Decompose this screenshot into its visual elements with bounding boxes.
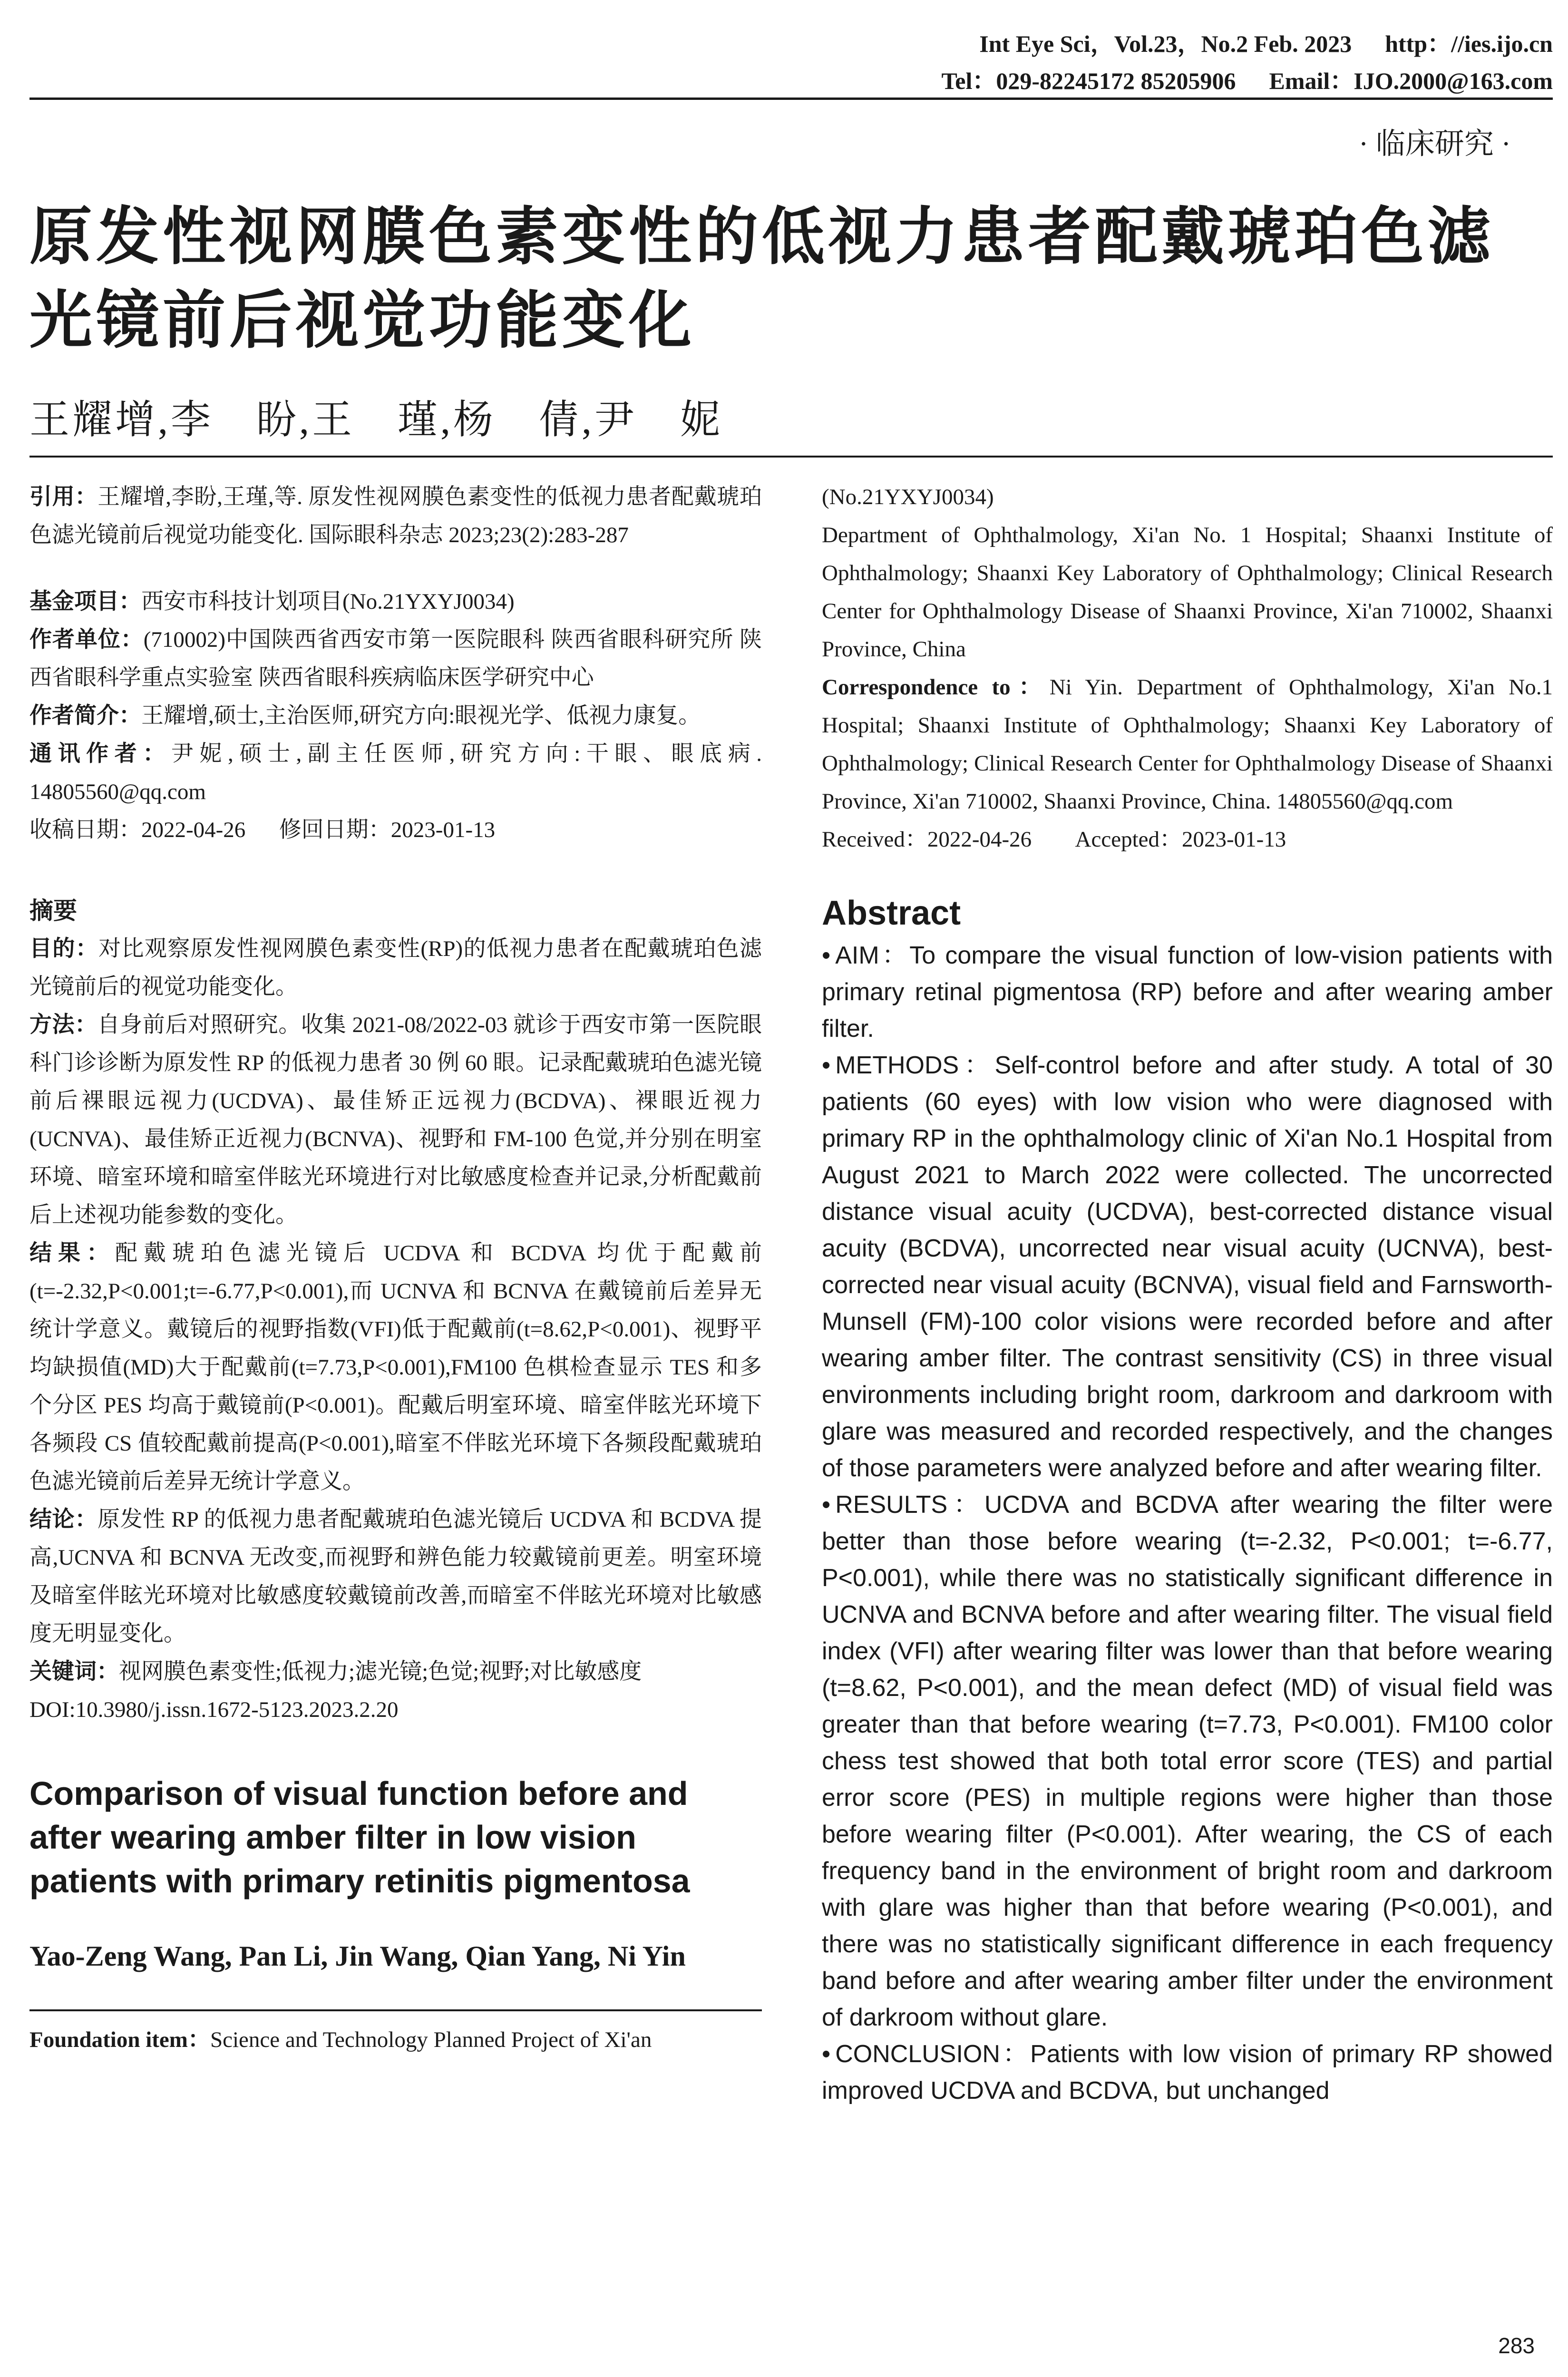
authors-cn: 王耀增,李 盼,王 瑾,杨 倩,尹 妮 [29,398,723,442]
affiliation: 作者单位：(710002)中国陕西省西安市第一医院眼科 陕西省眼科研究所 陕西省眼科学重点实验室 陕西省眼科疾病临床医学研究中心 [29,627,762,690]
header-rule [29,97,1553,100]
received-accepted-en: Received：2022-04-26 Accepted：2023-01-13 [822,827,1286,852]
journal-email: Email：IJO.2000@163.com [1269,68,1553,94]
page-number: 283 [1498,2333,1535,2358]
abstract-aim-en: • AIM：To compare the visual function of low-vision patients with primary retinal pigmentosa (RP) before and after wearing amber filter. [822,942,1553,1042]
abstract-methods-en: • METHODS：Self-control before and after study. A total of 30 patients (60 eyes) with low vision who were diagnosed with primary RP in the ophthalmology clinic of Xi'an No.1 Hospital from August 2021 to March 2022 were collected. The uncorrected distance visual acuity (UCDVA), best-corrected distance visual acuity (BCDVA), uncorrected near visual acuity (UCNVA), best-corrected near visual acuity (BCNVA), visual field and Farnsworth-Munsell (FM)-100 color visions were recorded before and after wearing amber filter. The contrast sensitivity (CS) in three visual environments including bright room, darkroom and darkroom with glare was measured and recorded respectively, and the changes of those parameters were analyzed before and after wearing filter. [822,1052,1553,1482]
left-column [29,478,762,2059]
bullet-icon: • [822,2040,831,2068]
abstract-results-cn: 结果：配戴琥珀色滤光镜后 UCDVA 和 BCDVA 均优于配戴前(t=-2.32,P<0.001;t=-6.77,P<0.001),而 UCNVA 和 BCNVA 在戴镜前后差异无统计学意义。戴镜后的视野指数(VFI)低于配戴前(t=8.62,P<0.001)、视野平均缺损值(MD)大于配戴前(t=7.73,P<0.001),FM100 色棋检查显示 TES 和多个分区 PES 均高于戴镜前(P<0.001)。配戴后明室环境、暗室伴眩光环境下各频段 CS 值较配戴前提高(P<0.001),暗室不伴眩光环境下各频段配戴琥珀色滤光镜前后差异无统计学意义。 [29,1241,762,1494]
footnote-rule [29,2009,762,2011]
foundation-number: (No.21YXYJ0034) [822,485,994,509]
author-bio: 作者简介：王耀增,硕士,主治医师,研究方向:眼视光学、低视力康复。 [29,703,701,728]
funding: 基金项目：西安市科技计划项目(No.21YXYJ0034) [29,589,515,614]
abstract-conclusion-cn: 结论：原发性 RP 的低视力患者配戴琥珀色滤光镜后 UCDVA 和 BCDVA 提高,UCNVA 和 BCNVA 无改变,而视野和辨色能力较戴镜前更差。明室环境及暗室伴眩光环境对比敏感度较戴镜前改善,而暗室不伴眩光环境对比敏感度无明显变化。 [29,1507,762,1646]
journal-header-line1 [979,25,1553,59]
correspondence-en: Correspondence to：Ni Yin. Department of Ophthalmology, Xi'an No.1 Hospital; Shaanxi Institute of Ophthalmology; Shaanxi Key Laboratory of Ophthalmology; Clinical Research Center for Ophthalmology Disease of Shaanxi Province, Xi'an 710002, Shaanxi Province, China. 14805560@qq.com [822,675,1553,814]
article-title: 原发性视网膜色素变性的低视力患者配戴琥珀色滤光镜前后视觉功能变化 [29,200,1494,357]
corresponding-author: 通讯作者：尹妮,硕士,副主任医师,研究方向:干眼、眼底病. 14805560@qq.com [29,741,762,804]
journal-tel: Tel：029-82245172 85205906 [941,68,1236,94]
foundation-item: Foundation item：Science and Technology Planned Project of Xi'an [29,2027,652,2052]
journal-name: Int Eye Sci，Vol.23，No.2 Feb. 2023 [979,30,1352,57]
title-rule [29,456,1553,458]
english-authors: Yao-Zeng Wang, Pan Li, Jin Wang, Qian Yang, Ni Yin [29,1940,686,1972]
abstract-heading-cn: 摘要 [29,897,77,924]
bullet-icon: • [822,1052,831,1079]
doi: DOI:10.3980/j.issn.1672-5123.2023.2.20 [29,1697,399,1722]
keywords-cn: 关键词：视网膜色素变性;低视力;滤光镜;色觉;视野;对比敏感度 [29,1659,642,1684]
bullet-icon: • [822,942,831,969]
abstract-conclusion-en: • CONCLUSION：Patients with low vision of primary RP showed improved UCDVA and BCDVA, but unchanged [822,2040,1553,2104]
department-en: Department of Ophthalmology, Xi'an No. 1 Hospital; Shaanxi Institute of Ophthalmology; Shaanxi Key Laboratory of Ophthalmology; Clinical Research Center for Ophthalmology Disease of Shaanxi Province, Xi'an 710002, Shaanxi Province, China [822,523,1553,662]
article-category: · 临床研究 · [1358,128,1511,160]
citation: 引用：王耀增,李盼,王瑾,等. 原发性视网膜色素变性的低视力患者配戴琥珀色滤光镜前后视觉功能变化. 国际眼科杂志 2023;23(2):283-287 [29,485,762,547]
abstract-results-en: • RESULTS：UCDVA and BCDVA after wearing the filter were better than those before wearing (t=-2.32, P<0.001; t=-6.77, P<0.001), while there was no statistically significant difference in UCNVA and BCNVA before and after wearing filter. The visual field index (VFI) after wearing filter was lower than that before wearing (t=8.62, P<0.001), and the mean defect (MD) of visual field was greater than that before wearing (t=7.73, P<0.001). FM100 color chess test showed that both total error score (TES) and partial error score (PES) in multiple regions were higher than those before wearing filter (P<0.001). After wearing, the CS of each frequency band in the environment of bright room and darkroom with glare was higher than that before wearing (P<0.001), and there was no statistically significant difference in each frequency band before and after wearing amber filter under the environment of darkroom without glare. [822,1491,1553,2031]
english-title: Comparison of visual function before and after wearing amber filter in low vision patients with primary retinitis pigmentosa [29,1775,690,1900]
journal-url: http：//ies.ijo.cn [1385,30,1553,57]
received-dates: 收稿日期：2022-04-26 修回日期：2023-01-13 [29,818,496,842]
abstract-aim-cn: 目的：对比观察原发性视网膜色素变性(RP)的低视力患者在配戴琥珀色滤光镜前后的视觉功能变化。 [29,936,762,999]
abstract-heading-en: Abstract [822,894,961,932]
bullet-icon: • [822,1491,831,1519]
abstract-methods-cn: 方法：自身前后对照研究。收集 2021-08/2022-03 就诊于西安市第一医院眼科门诊诊断为原发性 RP 的低视力患者 30 例 60 眼。记录配戴琥珀色滤光镜前后裸眼远视力(UCDVA)、最佳矫正远视力(BCDVA)、裸眼近视力(UCNVA)、最佳矫正近视力(BCNVA)、视野和 FM-100 色觉,并分别在明室环境、暗室环境和暗室伴眩光环境进行对比敏感度检查并记录,分析配戴前后上述视功能参数的变化。 [29,1013,762,1227]
journal-header-line2 [942,62,1553,96]
right-column [822,478,1553,2109]
